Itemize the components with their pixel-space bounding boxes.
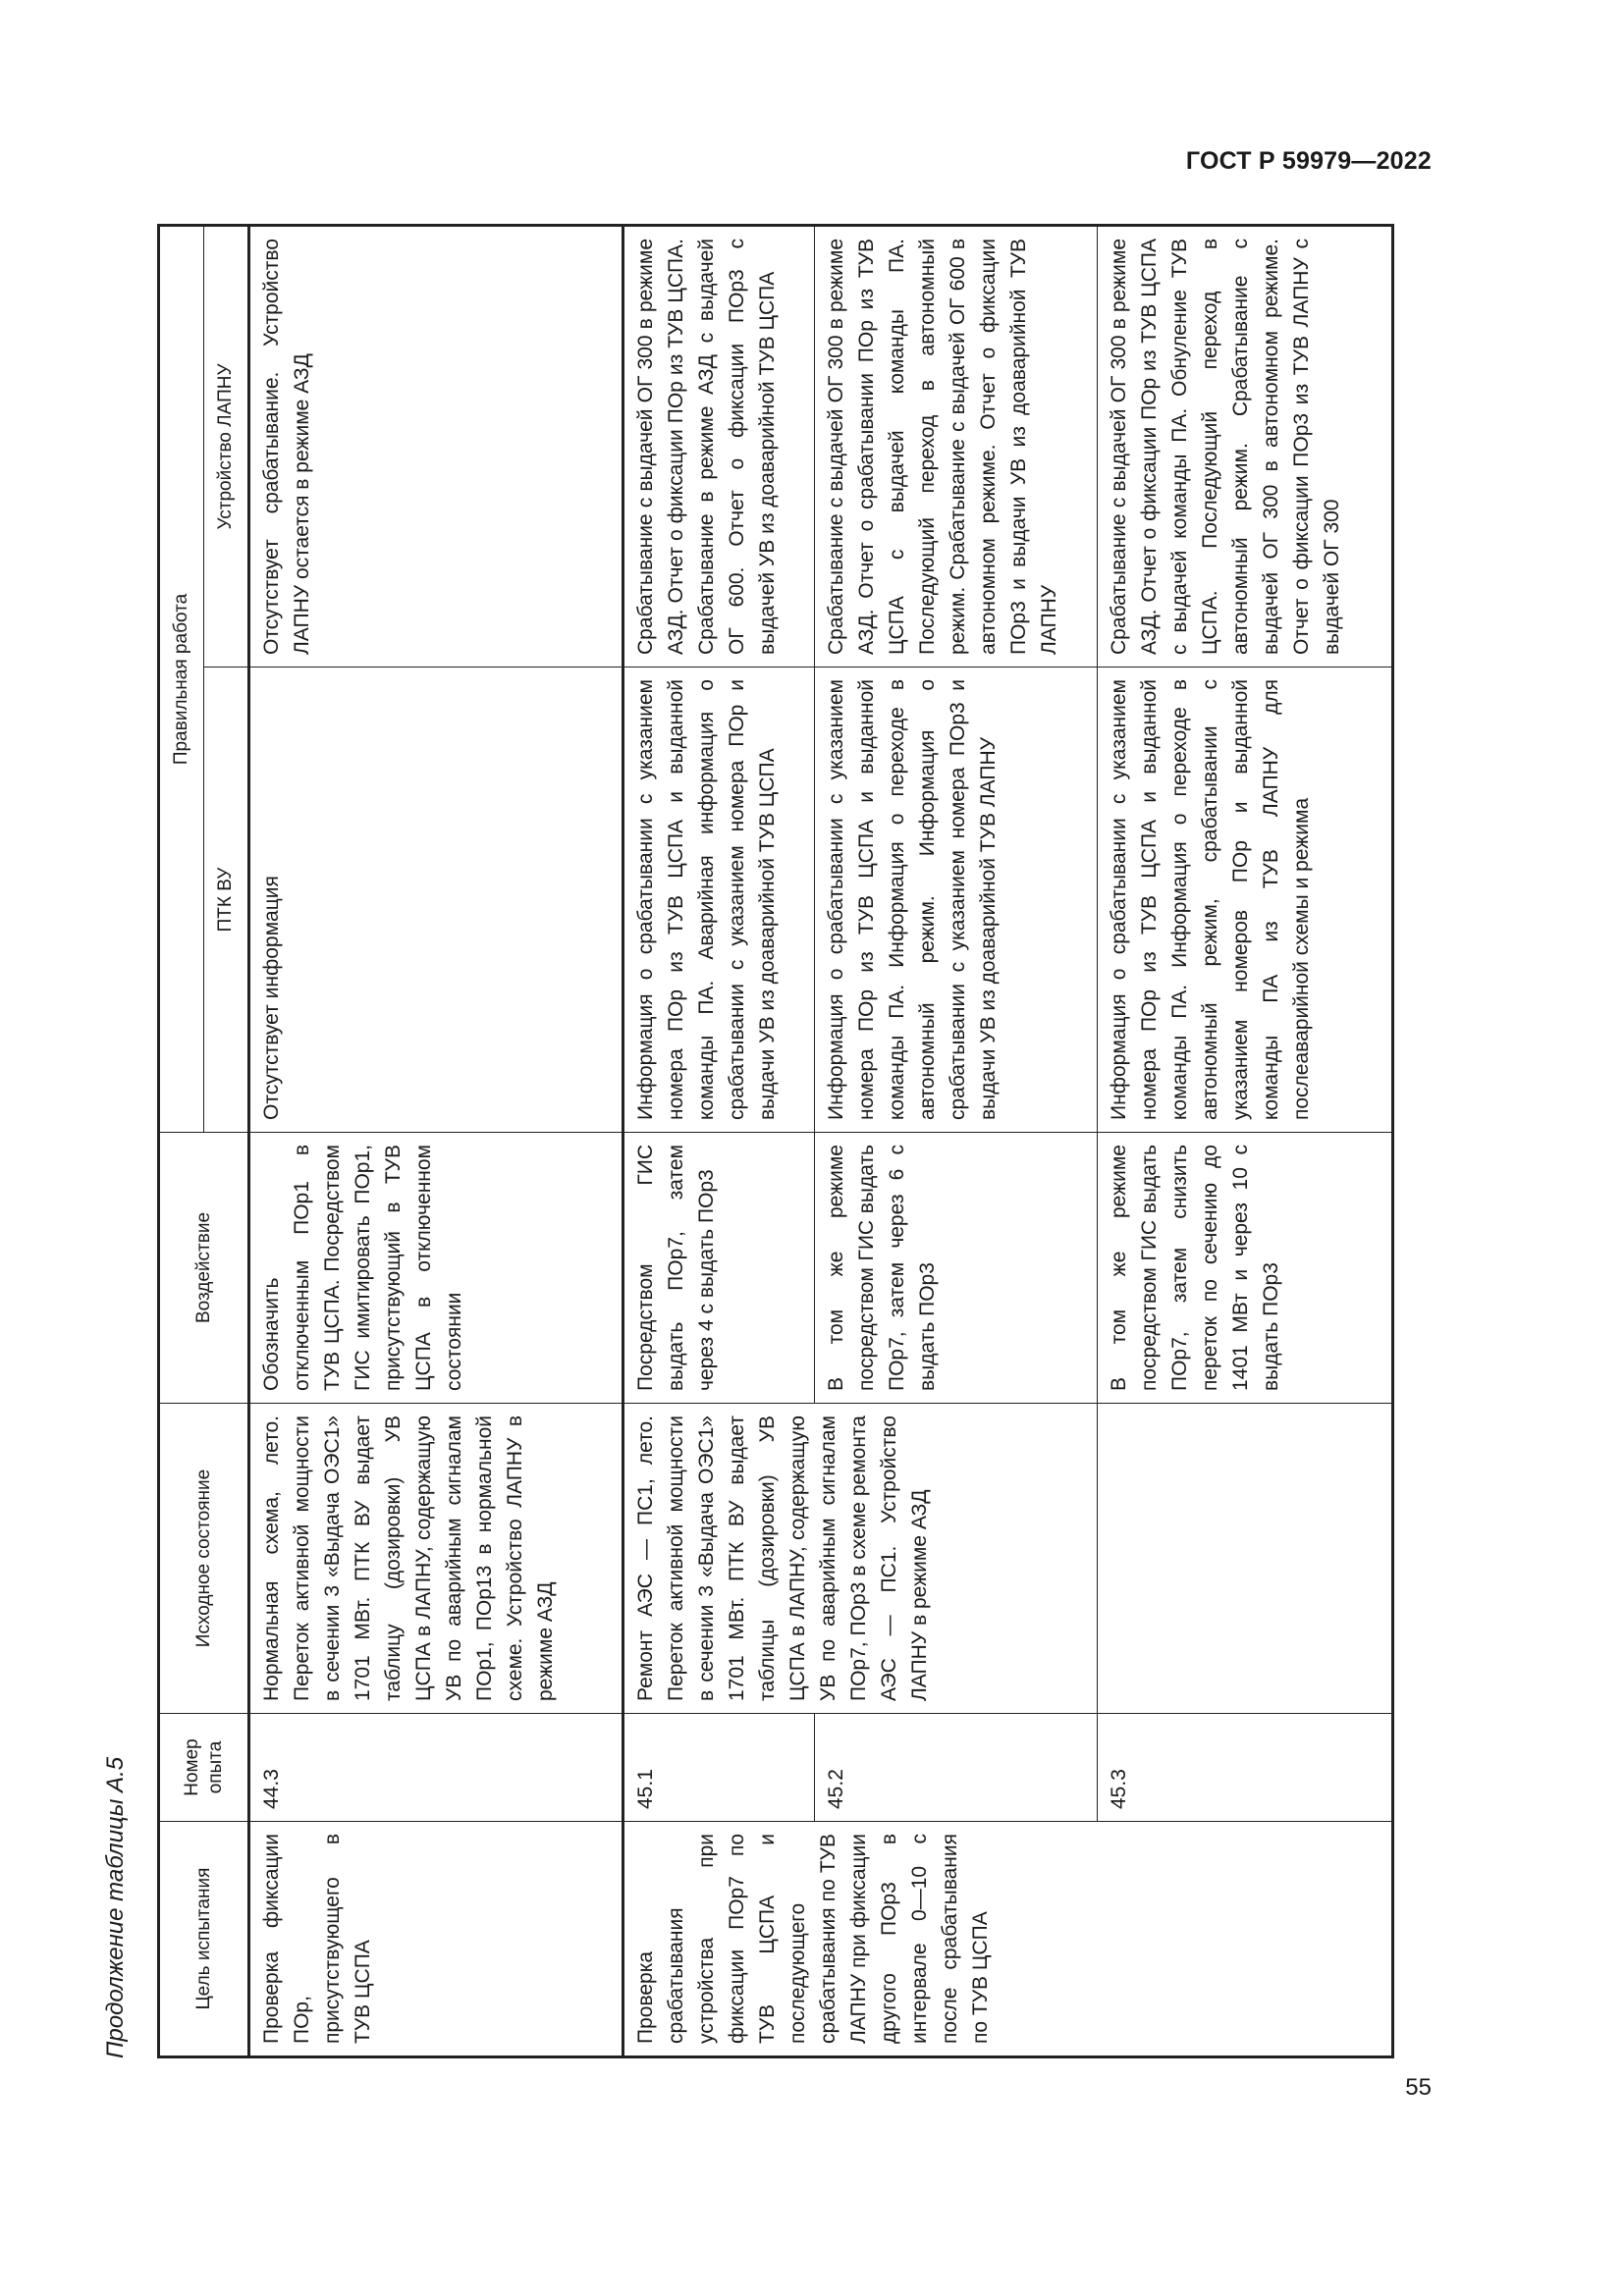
col-header-goal: Цель испытания — [159, 1822, 249, 2057]
cell-initial: Ремонт АЭС — ПС1, лето. Переток активной мощности в сечении 3 «Выдача ОЭС1» 1701 МВт. ПТК ВУ выдает таблицы (дозировки) УВ ЦСПА в ЛАПНУ, содержащую УВ по аварийным сигналам ПОр7, ПОр3 в схеме ремонта АЭС — ПС1. Устройство ЛАПНУ в режиме АЗД — [623, 1404, 1098, 1714]
cell-goal: Проверка фиксации ПОр, присутствующего в ТУВ ЦСПА — [249, 1822, 623, 2057]
page-number: 55 — [1405, 2074, 1432, 2101]
cell-ptk: Информация о срабатывании с указанием номера ПОр из ТУВ ЦСПА и выданной команды ПА. Аварийная информация о срабатывании с указанием номера ПОр и выдачи УВ из доаварийной ТУВ ЦСПА — [623, 667, 814, 1133]
standard-header: ГОСТ Р 59979—2022 — [1185, 147, 1432, 175]
cell-lapnu: Отсутствует срабатывание. Устройство ЛАПНУ остается в режиме АЗД — [249, 226, 623, 667]
cell-action: Обозначить отключенным ПОр1 в ТУВ ЦСПА. Посредством ГИС имитировать ПОр1, присутствующий в ТУВ ЦСПА в отключенном состоянии — [249, 1133, 623, 1404]
cell-lapnu: Срабатывание с выдачей ОГ 300 в режиме АЗД. Отчет о срабатывании ПОр из ТУВ ЦСПА с выдачей команды ПА. Последующий переход в автономный режим. Срабатывание с выдачей ОГ 600 в автономном режиме. Отчет о фиксации ПОр3 и выдачи УВ из доаварийной ТУВ ЛАПНУ — [814, 226, 1098, 667]
table-row — [249, 226, 623, 2057]
cell-goal: Проверка срабатывания устройства при фиксации ПОр7 по ТУВ ЦСПА и последующего срабатывания по ТУВ ЛАПНУ при фиксации другого ПОр3 в интервале 0—10 с после срабатывания по ТУВ ЦСПА — [623, 1822, 1393, 2057]
col-header-correct-work: Правильная работа — [159, 226, 204, 1133]
cell-ptk: Отсутствует информация — [249, 667, 623, 1133]
table-row — [623, 226, 814, 2057]
cell-num: 45.3 — [1098, 1714, 1393, 1822]
cell-initial-empty — [1098, 1404, 1393, 1714]
col-header-ptk: ПТК ВУ — [204, 667, 249, 1133]
test-table — [157, 224, 1394, 2058]
cell-lapnu: Срабатывание с выдачей ОГ 300 в режиме АЗД. Отчет о фиксации ПОр из ТУВ ЦСПА. Срабатывание в режиме АЗД с выдачей ОГ 600. Отчет о фиксации ПОр3 с выдачей УВ из доаварийной ТУВ ЦСПА — [623, 226, 814, 667]
table-row — [814, 226, 1098, 2057]
col-header-action: Воздействие — [159, 1133, 249, 1404]
cell-action: В том же режиме посредством ГИС выдать ПОр7, затем через 6 с выдать ПОр3 — [814, 1133, 1098, 1404]
cell-num: 45.2 — [814, 1714, 1098, 1822]
cell-lapnu: Срабатывание с выдачей ОГ 300 в режиме АЗД. Отчет о фиксации ПОр из ТУВ ЦСПА с выдачей команды ПА. Обнуление ТУВ ЦСПА. Последующий переход в автономный режим. Срабатывание с выдачей ОГ 300 в автономном режиме. Отчет о фиксации ПОр3 из ТУВ ЛАПНУ с выдачей ОГ 300 — [1098, 226, 1393, 667]
rotated-table-block — [102, 227, 1394, 2058]
cell-action: В том же режиме посредством ГИС выдать ПОр7, затем снизить переток по сечению до 1401 МВт и через 10 с выдать ПОр3 — [1098, 1133, 1393, 1404]
col-header-lapnu: Устройство ЛАПНУ — [204, 226, 249, 667]
table-row — [1098, 226, 1393, 2057]
col-header-initial: Исходное состояние — [159, 1404, 249, 1714]
cell-ptk: Информация о срабатывании с указанием номера ПОр из ТУВ ЦСПА и выданной команды ПА. Информация о переходе в автономный режим, срабатывании с указанием номеров ПОр и выданной команды ПА из ТУВ ЛАПНУ для послеаварийной схемы и режима — [1098, 667, 1393, 1133]
cell-num: 45.1 — [623, 1714, 814, 1822]
cell-initial: Нормальная схема, лето. Переток активной мощности в сечении 3 «Выдача ОЭС1» 1701 МВт. ПТК ВУ выдает таблицу (дозировки) УВ ЦСПА в ЛАПНУ, содержащую УВ по аварийным сигналам ПОр1, ПОр13 в нормальной схеме. Устройство ЛАПНУ в режиме АЗД — [249, 1404, 623, 1714]
cell-num: 44.3 — [249, 1714, 623, 1822]
table-caption: Продолжение таблицы А.5 — [102, 1756, 129, 2058]
cell-action: Посредством ГИС выдать ПОр7, затем через 4 с выдать ПОр3 — [623, 1133, 814, 1404]
cell-ptk: Информация о срабатывании с указанием номера ПОр из ТУВ ЦСПА и выданной команды ПА. Информация о переходе в автономный режим. Информация о срабатывании с указанием номера ПОр3 и выдачи УВ из доаварийной ТУВ ЛАПНУ — [814, 667, 1098, 1133]
col-header-num: Номер опыта — [159, 1714, 249, 1822]
